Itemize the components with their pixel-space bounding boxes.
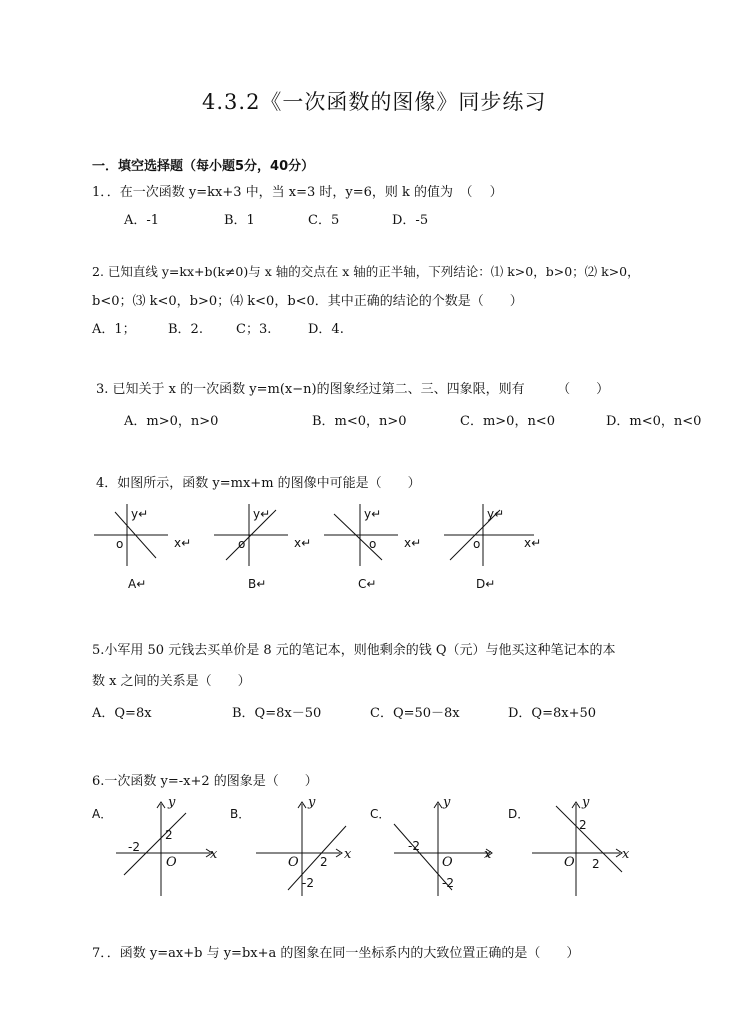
q4-c-x-label: x↵	[404, 536, 422, 550]
q4-a-y-label: y↵	[131, 507, 149, 521]
question-2-line-2: b<0；⑶ k<0，b>0；⑷ k<0，b<0．其中正确的结论的个数是（ ）	[92, 294, 523, 309]
q1-option-b: B．1	[224, 213, 255, 228]
q6-d-y: y	[582, 795, 590, 810]
q6-c-x: x	[484, 847, 492, 862]
q1-option-d: D．-5	[392, 213, 429, 228]
page-title: 4.3.2《一次函数的图像》同步练习	[202, 90, 547, 114]
q4-graph-c	[324, 504, 421, 591]
question-4-stem: 4．如图所示，函数 y=mx+m 的图像中可能是（ ）	[96, 476, 421, 491]
question-7-stem: 7．．函数 y=ax+b 与 y=bx+a 的图象在同一坐标系内的大致位置正确的是（ ）	[92, 946, 580, 961]
q4-b-y-label: y↵	[253, 507, 271, 521]
q2-option-d: D．4.	[308, 322, 344, 337]
q6-label-d: D．	[508, 807, 530, 821]
q5-option-c: C．Q=50－8x	[370, 706, 460, 721]
q6-d-pos2: 2	[579, 818, 587, 832]
q6-a-x: x	[210, 847, 218, 862]
q3-option-c: C．m>0，n<0	[460, 414, 555, 429]
q4-label-d: D↵	[476, 577, 496, 591]
q4-c-y-label: y↵	[364, 507, 382, 521]
question-5-line-1: 5.小军用 50 元钱去买单价是 8 元的笔记本，则他剩余的钱 Q（元）与他买这种笔记本的本	[92, 643, 616, 658]
q6-graph-c	[370, 795, 492, 896]
q4-b-origin: o	[238, 537, 246, 551]
q3-option-b: B．m<0，n>0	[312, 414, 407, 429]
question-2-line-1: 2. 已知直线 y=kx+b(k≠0)与 x 轴的交点在 x 轴的正半轴，下列结论：⑴ k>0，b>0；⑵ k>0，	[92, 264, 640, 279]
q6-b-pos2: 2	[320, 855, 328, 869]
q4-graph-b	[214, 504, 311, 591]
q4-d-x-label: x↵	[524, 536, 542, 550]
question-3-stem: 3. 已知关于 x 的一次函数 y=m(x−n)的图象经过第二、三、四象限，则有 （ ）	[96, 382, 610, 397]
q4-graph-a	[94, 504, 191, 591]
q6-c-y: y	[443, 795, 451, 810]
q4-label-c: C↵	[358, 577, 377, 591]
q4-label-b: B↵	[248, 577, 267, 591]
q6-b-origin: O	[288, 855, 299, 870]
q4-b-x-label: x↵	[294, 536, 312, 550]
q4-graph-d	[444, 504, 541, 591]
q6-graphs	[88, 792, 648, 902]
q6-graph-b	[230, 795, 352, 896]
q4-d-origin: o	[473, 537, 481, 551]
q6-b-y: y	[308, 795, 316, 810]
q6-d-pos2-x: 2	[592, 857, 600, 871]
q6-a-pos2: 2	[165, 828, 173, 842]
q6-b-neg2: -2	[302, 876, 314, 890]
q4-a-origin: o	[116, 537, 124, 551]
q2-option-c: C；3.	[236, 322, 272, 337]
q5-option-b: B．Q=8x－50	[232, 706, 322, 721]
question-6-stem: 6.一次函数 y=-x+2 的图象是（ ）	[92, 774, 318, 789]
q3-option-d: D．m<0，n<0	[606, 414, 702, 429]
q5-option-a: A．Q=8x	[92, 706, 152, 721]
q6-c-neg2-x: -2	[408, 839, 420, 853]
q6-c-origin: O	[442, 855, 453, 870]
q6-label-b: B．	[230, 807, 251, 821]
q6-a-neg2: -2	[128, 840, 140, 854]
q6-a-y: y	[168, 795, 176, 810]
question-5-line-2: 数 x 之间的关系是（ ）	[92, 674, 251, 689]
q6-a-origin: O	[166, 855, 177, 870]
q5-option-d: D．Q=8x+50	[508, 706, 597, 721]
q2-option-a: A．1；	[92, 322, 136, 337]
q6-b-x: x	[344, 847, 352, 862]
q6-graph-d	[508, 795, 630, 896]
q4-d-y-label: y↵	[487, 507, 505, 521]
q4-a-x-label: x↵	[174, 536, 192, 550]
q6-d-x: x	[622, 847, 630, 862]
q1-option-a: A．-1	[124, 213, 160, 228]
q3-option-a: A．m>0，n>0	[124, 414, 219, 429]
q6-c-neg2-y: -2	[442, 876, 454, 890]
q6-graph-a	[92, 795, 218, 896]
q4-graphs	[88, 498, 558, 603]
q4-c-origin: o	[369, 537, 377, 551]
q6-label-c: C．	[370, 807, 391, 821]
q6-d-origin: O	[564, 855, 575, 870]
q2-option-b: B．2.	[168, 322, 203, 337]
q1-option-c: C．5	[308, 213, 340, 228]
section-header: 一．填空选择题（每小题5分，40分）	[92, 159, 315, 174]
q6-label-a: A．	[92, 807, 113, 821]
question-1-stem: 1．．在一次函数 y=kx+3 中，当 x=3 时，y=6，则 k 的值为 （ ）	[92, 185, 503, 200]
q4-label-a: A↵	[128, 577, 147, 591]
